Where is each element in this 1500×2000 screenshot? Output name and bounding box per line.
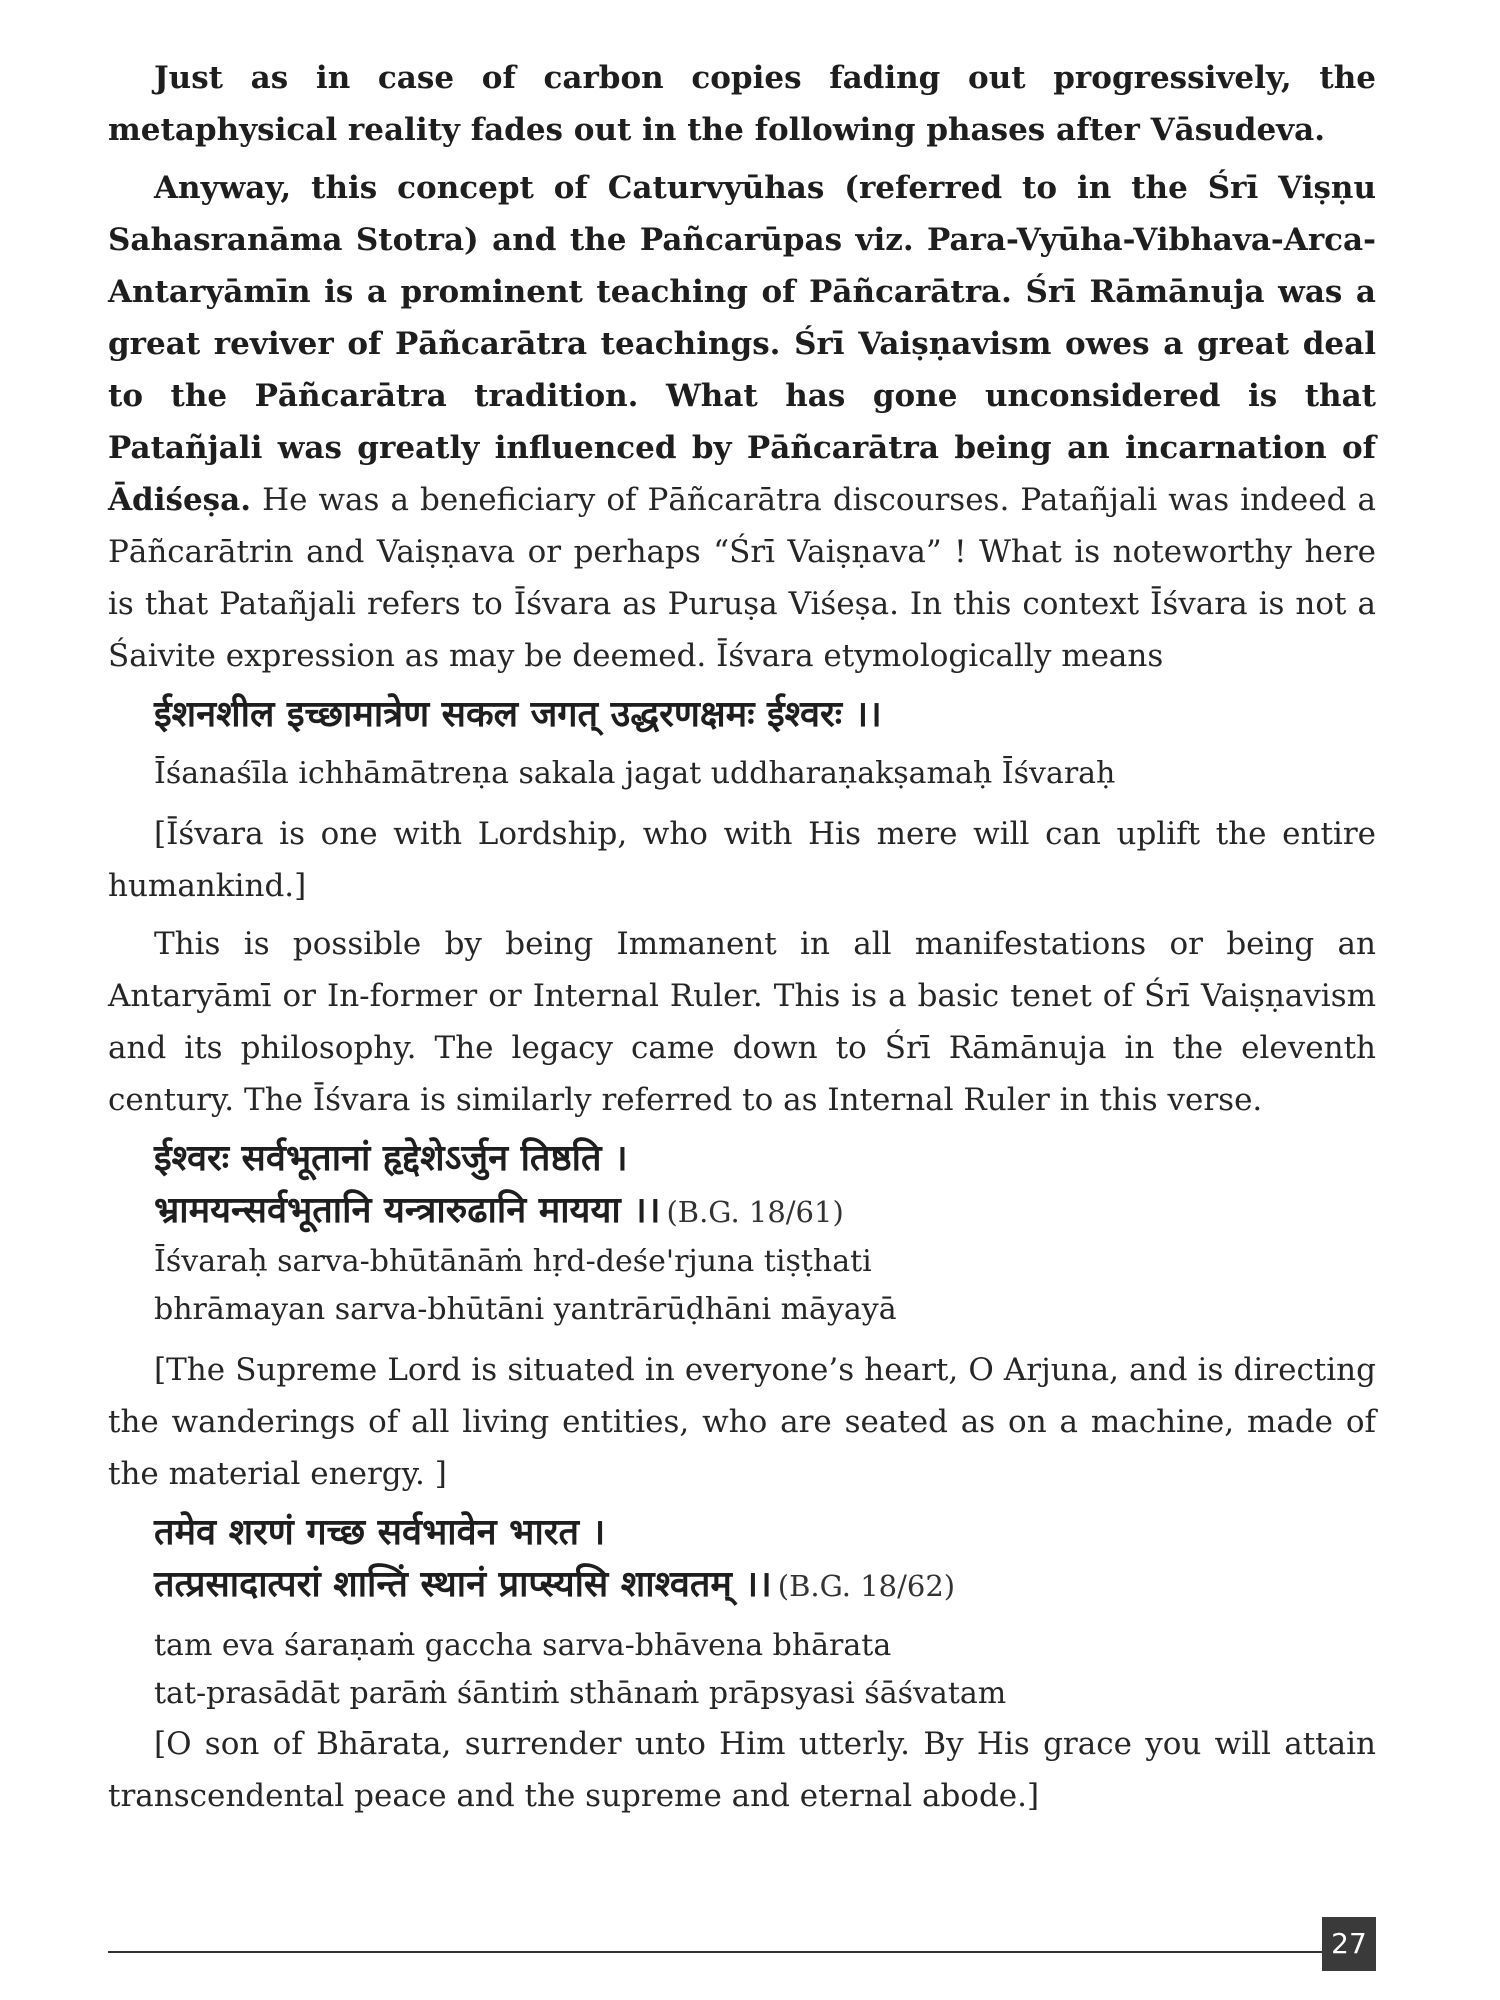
verse3-line1: तमेव शरणं गच्छ सर्वभावेन भारत । <box>154 1511 606 1553</box>
verse3-reference: (B.G. 18/62) <box>777 1569 956 1603</box>
footer-rule <box>108 1951 1324 1953</box>
paragraph-isvara-translation: [Īśvara is one with Lordship, who with His mere will can uplift the entire humankind.] <box>108 816 1376 904</box>
verse3-line2: तत्प्रसादात्परां शान्तिं स्थानं प्राप्स्यसि शाश्वतम् ।। <box>154 1563 772 1605</box>
verse2-transliteration-1: Īśvaraḥ sarva-bhūtānāṁ hṛd-deśe'rjuna tiṣṭhati <box>154 1244 872 1279</box>
verse1-transliteration: Īśanaśīla ichhāmātreṇa sakala jagat uddharaṇakṣamaḥ Īśvaraḥ <box>154 756 1116 791</box>
paragraph-caturvyuhas <box>108 162 1376 682</box>
verse3-transliteration-1: tam eva śaraṇaṁ gaccha sarva-bhāvena bhārata <box>154 1628 892 1663</box>
page-number: 27 <box>1322 1917 1376 1971</box>
verse2-line2-wrap <box>108 1184 1376 1238</box>
verse1-devanagari: ईशनशील इच्छामात्रेण सकल जगत् उद्धरणक्षमः ईश्वरः ।। <box>154 693 882 735</box>
paragraph-carbon-copies: Just as in case of carbon copies fading out progressively, the metaphysical reality fades out in the following phases after Vāsudeva. <box>108 60 1376 148</box>
paragraph-caturvyuhas-rest: He was a beneficiary of Pāñcarātra discourses. Patañjali was indeed a Pāñcarātrin and Vaiṣṇava or perhaps “Śrī Vaiṣṇava” ! What is noteworthy here is that Patañjali refers to Īśvara as Puruṣa Viśeṣa. In this context Īśvara is not a Śaivite expression as may be deemed. Īśvara etymologically means <box>108 482 1376 674</box>
paragraph-son-of-bharata: [O son of Bhārata, surrender unto Him utterly. By His grace you will attain transcendental peace and the supreme and eternal abode.] <box>108 1726 1376 1814</box>
paragraph-supreme-lord: [The Supreme Lord is situated in everyone’s heart, O Arjuna, and is directing the wanderings of all living entities, who are seated as on a machine, made of the material energy. ] <box>108 1352 1376 1492</box>
verse3-line2-wrap <box>108 1558 1376 1612</box>
paragraph-caturvyuhas-bold: Anyway, this concept of Caturvyūhas (referred to in the Śrī Viṣṇu Sahasranāma Stotra) and the Pañcarūpas viz. Para-Vyūha-Vibhava-Arca-Antaryāmīn is a prominent teaching of Pāñcarātra. Śrī Rāmānuja was a great reviver of Pāñcarātra teachings. Śrī Vaiṣṇavism owes a great deal to the Pāñcarātra tradition. What has gone unconsidered is that Patañjali was greatly influenced by Pāñcarātra being an incarnation of Ādiśeṣa. <box>108 170 1376 518</box>
paragraph-immanent: This is possible by being Immanent in all manifestations or being an Antaryāmī or In-former or Internal Ruler. This is a basic tenet of Śrī Vaiṣṇavism and its philosophy. The legacy came down to Śrī Rāmānuja in the eleventh century. The Īśvara is similarly referred to as Internal Ruler in this verse. <box>108 926 1376 1118</box>
verse2-line2: भ्रामयन्सर्वभूतानि यन्त्रारुढानि मायया ।। <box>154 1189 661 1231</box>
verse2-reference: (B.G. 18/61) <box>666 1195 844 1229</box>
verse3-transliteration-2: tat-prasādāt parāṁ śāntiṁ sthānaṁ prāpsyasi śāśvatam <box>154 1676 1007 1711</box>
verse2-transliteration-2: bhrāmayan sarva-bhūtāni yantrārūḍhāni māyayā <box>154 1292 897 1327</box>
page-body <box>108 52 1376 1828</box>
verse2-line1: ईश्वरः सर्वभूतानां हृद्देशेऽर्जुन तिष्ठति । <box>154 1137 628 1179</box>
